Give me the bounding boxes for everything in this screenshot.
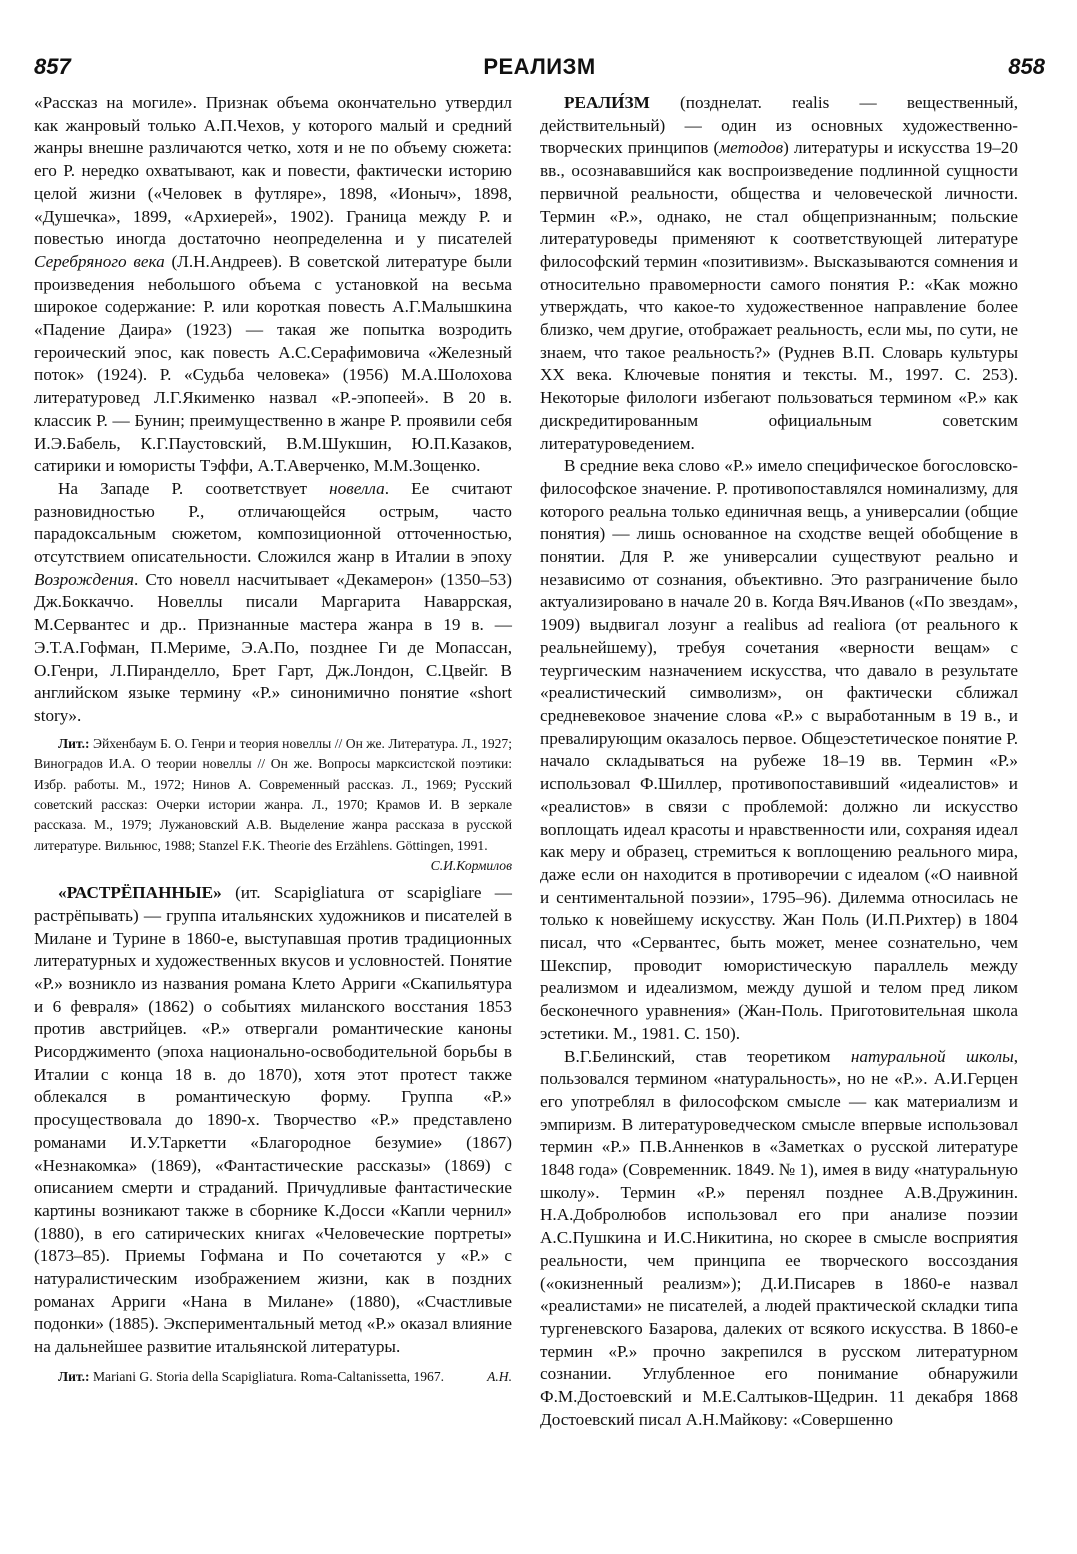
article-realizm: РЕАЛИ́ЗМ (позднелат. realis — вещественный, действительный) — один из основных художественно-творческих принципов (методов) литературы и искусства 19–20 вв., осознававшийся как воспроизведение подлинной сущности первичной реальности, общества и человеческой личности. Термин «Р.», однако, не стал общепризнанным; польские литературоведы применяют к соответствующей литературе философский термин «позитивизм». Высказываются сомнения и относительно правомерности самого понятия Р.: «Как можно утверждать, что какое-то художественное направление более близко, чем другие, отображает реальность, если мы, по сути, не знаем, что такое реальность?» (Руднев В.П. Словарь культуры XX века. Ключевые понятия и тексты. М., 1997. С. 253). Некоторые филологи избегают пользоваться термином «Р.» как дискредитированным официальным советским литературоведением. <box>540 93 1018 453</box>
literature-list: Лит.: Mariani G. Storia della Scapigliatura. Roma-Caltanissetta, 1967. А.Н. <box>34 1367 512 1387</box>
literature-list: Лит.: Эйхенбаум Б. О. Генри и теория новеллы // Он же. Литература. Л., 1927; Виноградов И.А. О теории новеллы // Он же. Вопросы марксистской поэтики: Избр. работы. М., 1972; Нинов А. Современный рассказ. Л., 1969; Русский советский рассказ: Очерки истории жанра. Л., 1970; Крамов И. В зеркале рассказа. М., 1979; Лужановский А.В. Выделение жанра рассказа в русской литературе. Вильнюс, 1988; Stanzel F.K. Theorie des Erzählens. Göttingen, 1991. С.И.Кормилов <box>34 734 512 856</box>
headword: «РАСТРЁПАННЫЕ» <box>58 883 222 903</box>
headword: РЕАЛИ́ЗМ <box>564 93 650 112</box>
running-title: РЕАЛИЗМ <box>483 54 596 79</box>
paragraph: В.Г.Белинский, став теоретиком натуральной школы, пользовался термином «натуральность», но не «Р.». А.И.Герцен его употреблял в философском смысле — как материализм и эмпиризм. В литературоведческом смысле впервые использовал термин «Р.» П.В.Анненков в «Заметках о русской литературе 1848 года» (Современник. 1849. № 1), имея в виду «натуральную школу». Термин «Р.» перенял позднее А.В.Дружинин. Н.А.Добролюбов использовал его при анализе поэзии А.С.Пушкина и И.С.Никитина, но скорее в смысле восприятия реальности, чем принципа ее творческого воссоздания («окизненный реализм»); Д.И.Писарев в 1860-е назвал «реалистами» не писателей, а людей практической складки типа тургеневского Базарова, далеких от всякого искусства. В 1860-е термин «Р.» прочно закрепился в русском литературном сознании. Углубленное его понимание обнаружили Ф.М.Достоевский и М.Е.Салтыков-Щедрин. 11 декабря 1868 Достоевский писал А.Н.Майкову: «Совершенно <box>540 1046 1019 1429</box>
paragraph: «Рассказ на могиле». Признак объема окончательно утвердил как жанровый только А.П.Чехов, у которого малый и средний жанры внешне различаются четко, хотя и не по объему сюжета: его Р. нередко охватывают, как и повести, фактически историю целой жизни («Человек в футляре», 1898, «Ионыч», 1898, «Душечка», 1899, «Архиерей», 1902). Граница между Р. и повестью иногда достаточно неопределенна и у писателей Серебряного века (Л.Н.Андреев). В советской литературе были произведения небольшого объема с установкой на весьма широкое содержание: Р. или короткая повесть А.Г.Малышкина «Падение Даира» (1923) — такая же попытка возродить героический эпос, как повесть А.С.Серафимовича «Железный поток» (1924). Р. «Судьба человека» (1956) М.А.Шолохова литературовед Л.Г.Якименко назвал «Р.-эпопеей». В 20 в. классик Р. — Бунин; преимущественно в жанре Р. проявили себя И.Э.Бабель, К.Г.Паустовский, В.М.Шукшин, Ю.П.Казаков, сатирики и юмористы Тэффи, А.Т.Аверченко, М.М.Зощенко. <box>34 93 513 476</box>
page-number-left: 857 <box>34 54 71 79</box>
author-signature: С.И.Кормилов <box>430 858 512 874</box>
article-rastrepannye: «РАСТРЁПАННЫЕ» (ит. Scapigliatura от scapigliare — растрёпывать) — группа итальянских художников и писателей в Милане и Турине в 1860-е, выступавшая против традиционных литературных и художественных вкусов и условностей. Понятие «Р.» возникло из названия романа Клето Арриги «Скапильятура и 6 февраля» (1862) о событиях миланского восстания 1853 против австрийцев. «Р.» отвергали романтические каноны Рисорджименто (эпоха национально-освободительной борьбы в Италии с конца 18 в. до 1870), хотя этот протест также облекался в романтическую форму. Группа «Р.» просуществовала до 1890-х. Творчество «Р.» представлено романами И.У.Таркетти «Благородное безумие» (1867) «Незнакомка» (1869), «Фантастические рассказы» (1869) с описанием смерти и страданий. Причудливые фантастические картины возникают также в сборнике К.Досси «Капли чернил» (1880), в его сатирических книгах «Человеческие портреты» (1873–85). Приемы Гофмана и По сочетаются у «Р.» с натуралистическим изображением жизни, как в поздних романах Арриги «Нана в Милане» (1880), «Счастливые подонки» (1885). Экспериментальный метод «Р.» оказал влияние на дальнейшее развитие итальянской литературы. <box>34 883 512 1357</box>
paragraph: На Западе Р. соответствует новелла. Ее считают разновидностью Р., отличающейся острым, часто парадоксальным сюжетом, композиционной отточенностью, отсутствием описательности. Сложился жанр в Италии в эпоху Возрождения. Сто новелл насчитывает «Декамерон» (1350–53) Дж.Боккаччо. Новеллы писали Маргарита Наваррская, М.Сервантес и др.. Признанные мастера жанра в 19 в. — Э.Т.А.Гофман, П.Мериме, Э.А.По, позднее Ги де Мопассан, О.Генри, Л.Пиранделло, Брет Гарт, Дж.Лондон, С.Цвейг. В английском языке термину «Р.» синонимично понятие «short story». <box>34 478 512 725</box>
page-header <box>32 54 1047 88</box>
left-column <box>34 92 512 1387</box>
page-number-right: 858 <box>1008 54 1045 79</box>
paragraph: В средние века слово «Р.» имело специфическое богословско-философское значение. Р. противопоставлялся номинализму, для которого реальна только единичная вещь, а универсалии (общие понятия) — лишь основанное на сходстве вещей обобщение в понятии. Для Р. же универсалии существуют реально и независимо от сознания, объективно. Это разграничение было актуализировано в начале 20 в. Когда Вяч.Иванов («По звездам», 1909) выдвигал лозунг a realibus ad realiora (от реального к реальнейшему), требуя сочетания «верности вещам» с теургическим назначением искусства, что давало в результате «реалистический символизм», он фактически сближал средневековое значение слова «Р.» с выработанным в 19 в., и превалирующим оказалось первое. Общеэстетическое понятие Р. начало складываться на рубеже 18–19 вв. Термин «Р.» использовал Ф.Шиллер, противопоставивший «идеалистов» и «реалистов» в связи с проблемой: должно ли искусство воплощать идеал красоты и нравственности или, сохраняя идеал как меру и образец, стремиться к воплощению реального мира, даже если он находится в противоречии с идеалом («О наивной и сентиментальной поэзии», 1795–96). Дилемма относилась не только к новейшему искусству. Жан Поль (И.П.Рихтер) в 1804 писал, что «Сервантес, быть может, менее сознательно, чем Шекспир, проводит юмористическую параллель между реализмом и идеализмом, между душой и телом пред ликом бесконечного уравнения» (Жан-Поль. Приготовительная школа эстетики. М., 1981. С. 150). <box>540 456 1018 1043</box>
right-column <box>540 92 1018 1431</box>
author-signature: А.Н. <box>487 1368 512 1384</box>
